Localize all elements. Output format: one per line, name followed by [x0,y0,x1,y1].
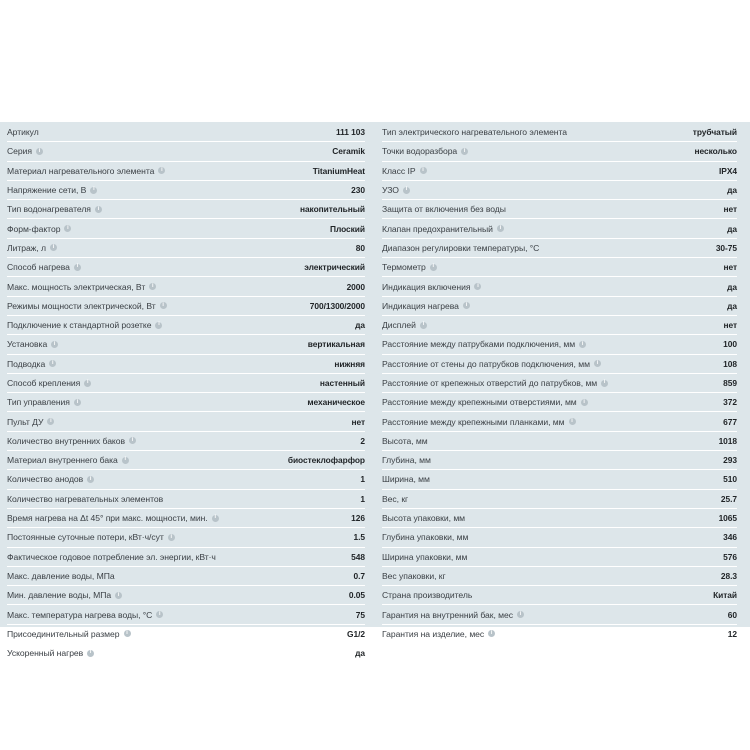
spec-label-text: Количество нагревательных элементов [7,493,164,504]
info-icon[interactable]: i [156,611,163,618]
spec-label [7,127,39,137]
spec-label [7,455,129,465]
spec-value: 1 [360,474,365,485]
specs-panel [0,122,750,659]
spec-row [382,181,737,200]
spec-label-text: Количество анодов [7,474,84,485]
spec-label [7,513,219,523]
spec-label [7,629,131,639]
spec-row [382,335,737,354]
spec-row [7,412,365,431]
spec-label-text: Напряжение сети, В [7,185,87,196]
spec-label-text: Термометр [382,262,426,273]
spec-label [382,494,408,504]
spec-label [382,282,481,292]
spec-label [382,301,470,311]
spec-row [7,219,365,238]
spec-value: 80 [355,242,365,253]
spec-label-text: Установка [7,339,48,350]
spec-value: 293 [723,455,737,466]
spec-label [382,571,446,581]
spec-label [7,301,167,311]
info-icon[interactable]: i [87,476,94,483]
spec-label [382,320,427,330]
info-icon[interactable]: i [420,322,427,329]
spec-value: TitaniumHeat [312,165,365,176]
spec-label [382,185,410,195]
spec-label [382,262,437,272]
spec-value: 1018 [718,435,737,446]
spec-value: Китай [713,590,737,601]
spec-row [7,528,365,547]
info-icon[interactable]: i [160,302,167,309]
info-icon[interactable]: i [49,360,56,367]
spec-value: 576 [723,551,737,562]
spec-label [382,532,468,542]
spec-value: нет [351,416,365,427]
spec-label-text: Макс. мощность электрическая, Вт [7,281,146,292]
spec-label-text: Ускоренный нагрев [7,648,84,659]
info-icon[interactable]: i [430,264,437,271]
spec-label-text: Литраж, л [7,242,47,253]
spec-label-text: Режимы мощности электрической, Вт [7,300,156,311]
spec-row [382,316,737,335]
spec-label [7,204,102,214]
spec-value: да [355,648,365,659]
spec-label [7,320,162,330]
spec-row [382,219,737,238]
spec-row [382,432,737,451]
spec-label-text: Мин. давление воды, МПа [7,590,112,601]
spec-value: нет [723,262,737,273]
spec-row [7,123,365,142]
info-icon[interactable]: i [579,341,586,348]
spec-label-text: Высота, мм [382,435,428,446]
spec-label [382,455,431,465]
spec-row [382,509,737,528]
spec-row [7,548,365,567]
info-icon[interactable]: i [463,302,470,309]
spec-label-text: Расстояние между крепежными планками, мм [382,416,565,427]
spec-value: настенный [319,378,365,388]
spec-row [382,548,737,567]
spec-value: 1065 [718,513,737,524]
spec-label-text: Присоединительный размер [7,628,120,639]
spec-label-text: Глубина, мм [382,455,431,466]
spec-label [382,610,524,620]
spec-label [7,378,91,388]
spec-value: Ceramik [332,146,365,157]
spec-value: 126 [351,513,365,524]
spec-value: 25.7 [720,493,737,504]
spec-label-text: Страна производитель [382,590,473,601]
spec-label [7,417,54,427]
spec-label-text: Ширина, мм [382,474,430,485]
spec-label-text: Вес, кг [382,493,409,504]
spec-label [7,166,165,176]
info-icon[interactable]: i [36,148,43,155]
spec-label-text: Дисплей [382,320,416,331]
spec-value: 677 [723,416,737,427]
spec-value: 0.05 [348,590,365,601]
spec-row [7,586,365,605]
info-icon[interactable]: i [168,534,175,541]
spec-value: нижняя [334,358,365,369]
spec-row [7,200,365,219]
info-icon[interactable]: i [129,437,136,444]
spec-label-text: Способ нагрева [7,262,70,273]
spec-label-text: Гарантия на внутренний бак, мес [382,609,514,620]
info-icon[interactable]: i [594,360,601,367]
spec-label-text: Подводка [7,358,46,369]
spec-label-text: Высота упаковки, мм [382,513,466,524]
spec-row [7,567,365,586]
spec-label-text: Тип управления [7,397,70,408]
spec-value: IPX4 [719,165,737,176]
spec-label [7,243,57,253]
spec-label-text: Расстояние от стены до патрубков подключения, мм [382,358,590,369]
spec-label-text: Вес упаковки, кг [382,570,446,581]
spec-label-text: Серия [7,146,32,157]
spec-row [7,490,365,509]
spec-value: биостеклофарфор [287,455,365,466]
spec-value: 60 [727,609,737,620]
info-icon[interactable]: i [403,187,410,194]
spec-label [7,474,94,484]
spec-label-text: Материал внутреннего бака [7,455,118,466]
info-icon[interactable]: i [517,611,524,618]
spec-label [382,436,428,446]
spec-row [7,509,365,528]
info-icon[interactable]: i [74,264,81,271]
spec-row [382,297,737,316]
spec-label [382,552,467,562]
spec-label [382,243,539,253]
spec-value: нет [723,320,737,331]
spec-label [7,397,81,407]
spec-label-text: Форм-фактор [7,223,61,234]
spec-value: 2000 [346,281,365,292]
info-icon[interactable]: i [212,515,219,522]
spec-value: 111 103 [336,127,365,138]
spec-row [382,490,737,509]
info-icon[interactable]: i [149,283,156,290]
info-icon[interactable]: i [474,283,481,290]
spec-label-text: Количество внутренних баков [7,435,125,446]
spec-label [7,146,43,156]
info-icon[interactable]: i [420,167,427,174]
spec-row [382,605,737,624]
spec-row [7,605,365,624]
spec-label-text: Диапазон регулировки температуры, °С [382,242,540,253]
spec-row [7,181,365,200]
spec-value: да [727,281,737,292]
spec-value: электрический [304,262,365,273]
info-icon[interactable]: i [581,399,588,406]
spec-row [382,393,737,412]
info-icon[interactable]: i [95,206,102,213]
spec-label-text: Расстояние между патрубками подключения, мм [382,339,576,350]
spec-value: 372 [723,397,737,408]
spec-value: 75 [355,609,365,620]
spec-label [382,513,465,523]
spec-label [7,262,81,272]
spec-row [382,162,737,181]
spec-value: 108 [723,358,737,369]
spec-row [7,432,365,451]
spec-value: да [727,185,737,196]
spec-label-text: Класс IP [382,165,416,176]
spec-row [382,528,737,547]
spec-value: нет [723,204,737,215]
spec-label-text: Индикация нагрева [382,300,459,311]
info-icon[interactable]: i [74,399,81,406]
spec-label [7,436,136,446]
spec-row [7,470,365,489]
spec-label [7,590,122,600]
spec-row [7,142,365,161]
spec-value: 100 [723,339,737,350]
spec-label [382,378,608,388]
spec-label [7,224,71,234]
spec-row [382,355,737,374]
spec-row [7,355,365,374]
spec-label [7,185,97,195]
spec-value: 700/1300/2000 [309,300,365,311]
spec-label-text: Ширина упаковки, мм [382,551,468,562]
spec-label [7,552,216,562]
spec-value: несколько [694,146,737,157]
spec-row [382,374,737,393]
spec-value: 346 [723,532,737,543]
spec-label-text: УЗО [382,185,399,196]
spec-value: 548 [351,551,365,562]
spec-row [382,567,737,586]
spec-row [382,586,737,605]
spec-label-text: Время нагрева на Δt 45° при макс. мощности, мин. [7,513,208,524]
spec-value: вертикальная [307,339,365,350]
spec-label [382,629,495,639]
info-icon[interactable]: i [87,650,94,657]
spec-value: Плоский [329,223,365,234]
spec-value: механическое [307,397,365,408]
spec-label [7,494,163,504]
spec-label-text: Точки водоразбора [382,146,458,157]
spec-value: G1/2 [347,628,365,639]
spec-row [382,123,737,142]
info-icon[interactable]: i [569,418,576,425]
spec-label [382,474,430,484]
spec-value: да [355,320,365,331]
spec-label-text: Фактическое годовое потребление эл. энергии, кВт·ч [7,551,216,562]
info-icon[interactable]: i [601,380,608,387]
specs-column-left [7,123,365,663]
spec-row [7,162,365,181]
spec-label [7,648,94,658]
spec-label [382,397,588,407]
spec-label [382,590,472,600]
info-icon[interactable]: i [158,167,165,174]
spec-value: 230 [351,185,365,196]
spec-label-text: Способ крепления [7,378,81,388]
specs-column-right [382,123,737,644]
spec-label [7,571,115,581]
spec-row [7,258,365,277]
spec-label [382,204,506,214]
spec-label-text: Подключение к стандартной розетке [7,320,152,331]
spec-value: 1.5 [353,532,365,543]
spec-row [382,625,737,644]
spec-row [7,393,365,412]
spec-value: 28.3 [720,570,737,581]
spec-label [382,146,468,156]
info-icon[interactable]: i [497,225,504,232]
spec-label-text: Индикация включения [382,281,471,292]
spec-row [382,200,737,219]
spec-label-text: Клапан предохранительный [382,223,493,234]
spec-row [7,625,365,644]
info-icon[interactable]: i [50,244,57,251]
spec-value: трубчатый [692,127,737,138]
spec-label-text: Глубина упаковки, мм [382,532,469,543]
spec-value: 859 [723,378,737,388]
spec-value: 30-75 [715,242,737,253]
spec-row [382,258,737,277]
info-icon[interactable]: i [488,630,495,637]
spec-label [382,127,567,137]
info-icon[interactable]: i [122,457,129,464]
info-icon[interactable]: i [155,322,162,329]
spec-label [7,339,58,349]
spec-value: 0.7 [353,570,365,581]
spec-label-text: Расстояние от крепежных отверстий до патрубков, мм [382,378,598,388]
spec-label [382,166,427,176]
spec-value: да [727,223,737,234]
spec-value: 2 [360,435,365,446]
spec-value: 1 [360,493,365,504]
spec-row [382,412,737,431]
spec-label [7,532,175,542]
spec-row [7,451,365,470]
spec-label-text: Макс. давление воды, МПа [7,570,115,581]
spec-row [7,335,365,354]
spec-row [382,277,737,296]
info-icon[interactable]: i [47,418,54,425]
spec-row [382,142,737,161]
info-icon[interactable]: i [64,225,71,232]
spec-label-text: Тип электрического нагревательного элемента [382,127,568,138]
spec-label-text: Расстояние между крепежными отверстиями, мм [382,397,577,408]
spec-value: 12 [727,628,737,639]
spec-label [382,417,576,427]
spec-label [382,359,601,369]
spec-row [7,316,365,335]
spec-value: да [727,300,737,311]
spec-label-text: Защита от включения без воды [382,204,506,215]
spec-label [382,224,504,234]
info-icon[interactable]: i [124,630,131,637]
info-icon[interactable]: i [115,592,122,599]
spec-label-text: Тип водонагревателя [7,204,91,215]
spec-label-text: Постоянные суточные потери, кВт·ч/сут [7,532,164,543]
info-icon[interactable]: i [51,341,58,348]
spec-row [382,239,737,258]
spec-label [7,282,156,292]
spec-row [7,374,365,393]
spec-row [7,644,365,663]
spec-row [7,239,365,258]
spec-row [7,277,365,296]
spec-row [382,470,737,489]
spec-value: накопительный [299,204,365,215]
spec-label-text: Материал нагревательного элемента [7,165,155,176]
spec-label-text: Пульт ДУ [7,416,44,427]
info-icon[interactable]: i [461,148,468,155]
spec-row [7,297,365,316]
spec-row [382,451,737,470]
spec-label-text: Макс. температура нагрева воды, °С [7,609,153,620]
info-icon[interactable]: i [84,380,91,387]
spec-label-text: Артикул [7,127,39,138]
spec-label-text: Гарантия на изделие, мес [382,628,485,639]
spec-label [7,359,56,369]
spec-value: 510 [723,474,737,485]
info-icon[interactable]: i [90,187,97,194]
spec-label [7,610,163,620]
spec-label [382,339,586,349]
